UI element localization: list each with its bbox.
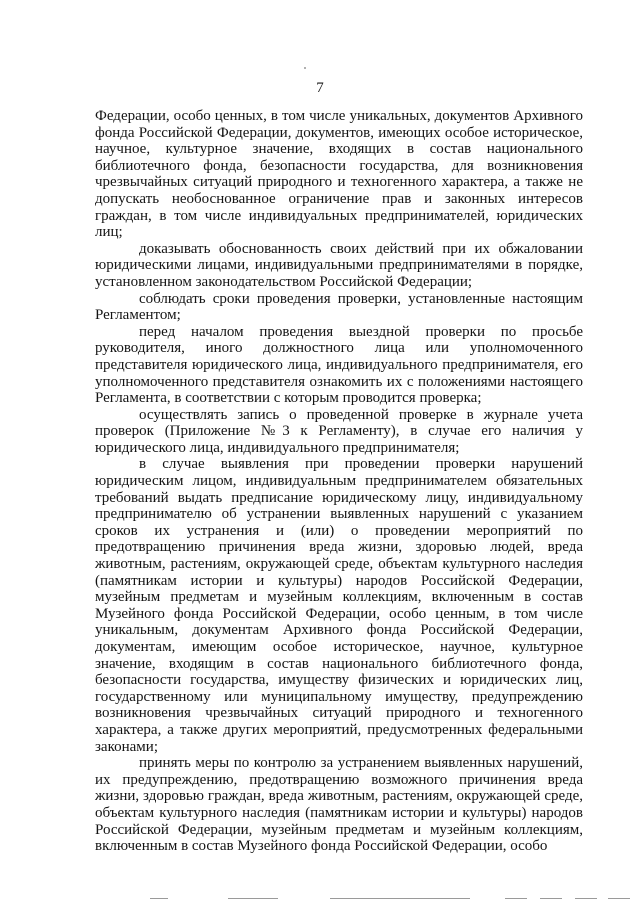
paragraph-continuation: Федерации, особо ценных, в том числе уникальных, документов Архивного фонда Российской Федерации, документов, имеющих особое историческое, научное, культурное значение, входящих в состав национального библиотечного фонда, безопасности государства, для возникновения чрезвычайных ситуаций природного и техногенного характера, а также не допускать необоснованное ограничение прав и законных интересов граждан, в том числе индивидуальных предпринимателей, юридических лиц; [95, 108, 583, 241]
page-number: 7 [316, 80, 324, 96]
paragraph-control-measures: принять меры по контролю за устранением выявленных нарушений, их предупреждению, предотвращению возможного причинения вреда жизни, здоровью граждан, вреда животным, растениям, окружающей среде, объектам культурного наследия (памятникам истории и культуры) народов Российской Федерации, музейным предметам и музейным коллекциям, включенным в состав Музейного фонда Российской Федерации, особо [95, 755, 583, 855]
scan-edge-lines [0, 898, 640, 902]
paragraph-familiarize-regulation: перед началом проведения выездной проверки по просьбе руководителя, иного должностного лица или уполномоченного представителя юридического лица, индивидуального предпринимателя, его уполномоченного представителя ознакомить их с положениями настоящего Регламента, в соответствии с которым проводится проверка; [95, 323, 583, 407]
paragraph-observe-deadlines: соблюдать сроки проведения проверки, установленные настоящим Регламентом; [95, 290, 583, 324]
document-body [95, 108, 583, 855]
scan-speck [304, 67, 306, 69]
paragraph-journal-record: осуществлять запись о проведенной проверке в журнале учета проверок (Приложение №3 к Регламенту), в случае его наличия у юридического лица, индивидуального предпринимателя; [95, 406, 583, 456]
paragraph-issue-order: в случае выявления при проведении проверки нарушений юридическим лицом, индивидуальным предпринимателем обязательных требований выдать предписание юридическому лицу, индивидуальному предпринимателю об устранении выявленных нарушений с указанием сроков их устранения и (или) о проведении мероприятий по предотвращению причинения вреда жизни, здоровью людей, вреда животным, растениям, окружающей среде, объектам культурного наследия (памятникам истории и культуры) народов Российской Федерации, музейным предметам и музейным коллекциям, включенным в состав Музейного фонда Российской Федерации, особо ценным, в том числе уникальным, документам Архивного фонда Российской Федерации, документам, имеющим особое историческое, научное, культурное значение, входящим в состав национального библиотечного фонда, безопасности государства, имуществу физических и юридических лиц, государственному или муниципальному имуществу, предупреждению возникновения чрезвычайных ситуаций природного и техногенного характера, а также других мероприятий, предусмотренных федеральными законами; [95, 456, 583, 755]
paragraph-prove-validity: доказывать обоснованность своих действий при их обжаловании юридическими лицами, индивидуальными предпринимателями в порядке, установленном законодательством Российской Федерации; [95, 240, 583, 290]
